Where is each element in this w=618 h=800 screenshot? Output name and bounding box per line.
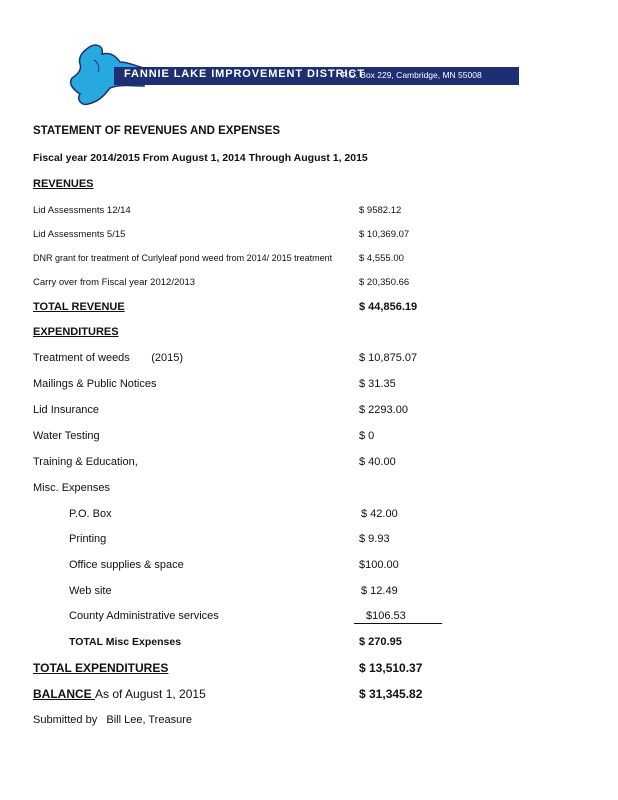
revenue-amount: $ 20,350.66 — [359, 277, 410, 288]
expenditure-amount: $ 10,875.07 — [359, 352, 418, 364]
misc-item-amount: $ 9.93 — [359, 533, 390, 545]
expenditure-label: Mailings & Public Notices — [33, 378, 157, 390]
revenue-amount: $ 4,555.00 — [359, 253, 404, 264]
expenditure-amount: $ 31.35 — [359, 378, 396, 390]
misc-item-label: Printing — [69, 533, 107, 545]
misc-item-label: P.O. Box — [69, 508, 112, 520]
misc-item-amount: $ 12.49 — [361, 585, 398, 597]
expenditures-heading: EXPENDITURES — [33, 326, 119, 338]
revenues-heading: REVENUES — [33, 178, 94, 190]
expenditure-label: Treatment of weeds (2015) — [33, 352, 183, 364]
total-misc-amount: $ 270.95 — [359, 636, 402, 648]
revenue-label: Lid Assessments 12/14 — [33, 205, 131, 216]
total-expenditures-label: TOTAL EXPENDITURES — [33, 661, 169, 675]
revenue-label: Carry over from Fiscal year 2012/2013 — [33, 277, 196, 288]
balance-label: BALANCE — [33, 687, 95, 701]
expenditure-amount: $ 0 — [359, 430, 375, 442]
misc-item-amount: $106.53 — [354, 610, 442, 624]
balance-amount: $ 31,345.82 — [359, 687, 423, 701]
misc-item-amount-wrap — [354, 610, 442, 624]
misc-expenses-label: Misc. Expenses — [33, 482, 111, 494]
revenue-label: Lid Assessments 5/15 — [33, 229, 126, 240]
total-misc-label: TOTAL Misc Expenses — [69, 636, 182, 648]
misc-item-label: County Administrative services — [69, 610, 219, 622]
letterhead — [58, 40, 528, 120]
total-revenue-amount: $ 44,856.19 — [359, 301, 418, 313]
fiscal-year-line: Fiscal year 2014/2015 From August 1, 2014 Through August 1, 2015 — [33, 152, 368, 164]
misc-item-amount: $ 42.00 — [361, 508, 398, 520]
district-address: P.O. Box 229, Cambridge, MN 55008 — [342, 70, 482, 80]
submitted-by: Submitted by Bill Lee, Treasure — [33, 714, 192, 726]
expenditure-label: Water Testing — [33, 430, 100, 442]
district-name: FANNIE LAKE IMPROVEMENT DISTRICT — [124, 68, 365, 80]
misc-item-label: Web site — [69, 585, 112, 597]
revenue-label: DNR grant for treatment of Curlyleaf pond weed from 2014/ 2015 treatment — [33, 253, 333, 263]
expenditure-amount: $ 40.00 — [359, 456, 396, 468]
balance-line — [33, 687, 206, 701]
expenditure-amount: $ 2293.00 — [359, 404, 408, 416]
revenue-amount: $ 10,369.07 — [359, 229, 410, 240]
total-expenditures-amount: $ 13,510.37 — [359, 661, 423, 675]
expenditure-label: Training & Education, — [33, 456, 138, 468]
misc-item-label: Office supplies & space — [69, 559, 184, 571]
total-revenue-label: TOTAL REVENUE — [33, 301, 125, 313]
balance-date: As of August 1, 2015 — [95, 687, 206, 701]
statement-title: STATEMENT OF REVENUES AND EXPENSES — [33, 125, 281, 137]
misc-item-amount: $100.00 — [359, 559, 399, 571]
expenditure-label: Lid Insurance — [33, 404, 100, 416]
revenue-amount: $ 9582.12 — [359, 205, 402, 216]
